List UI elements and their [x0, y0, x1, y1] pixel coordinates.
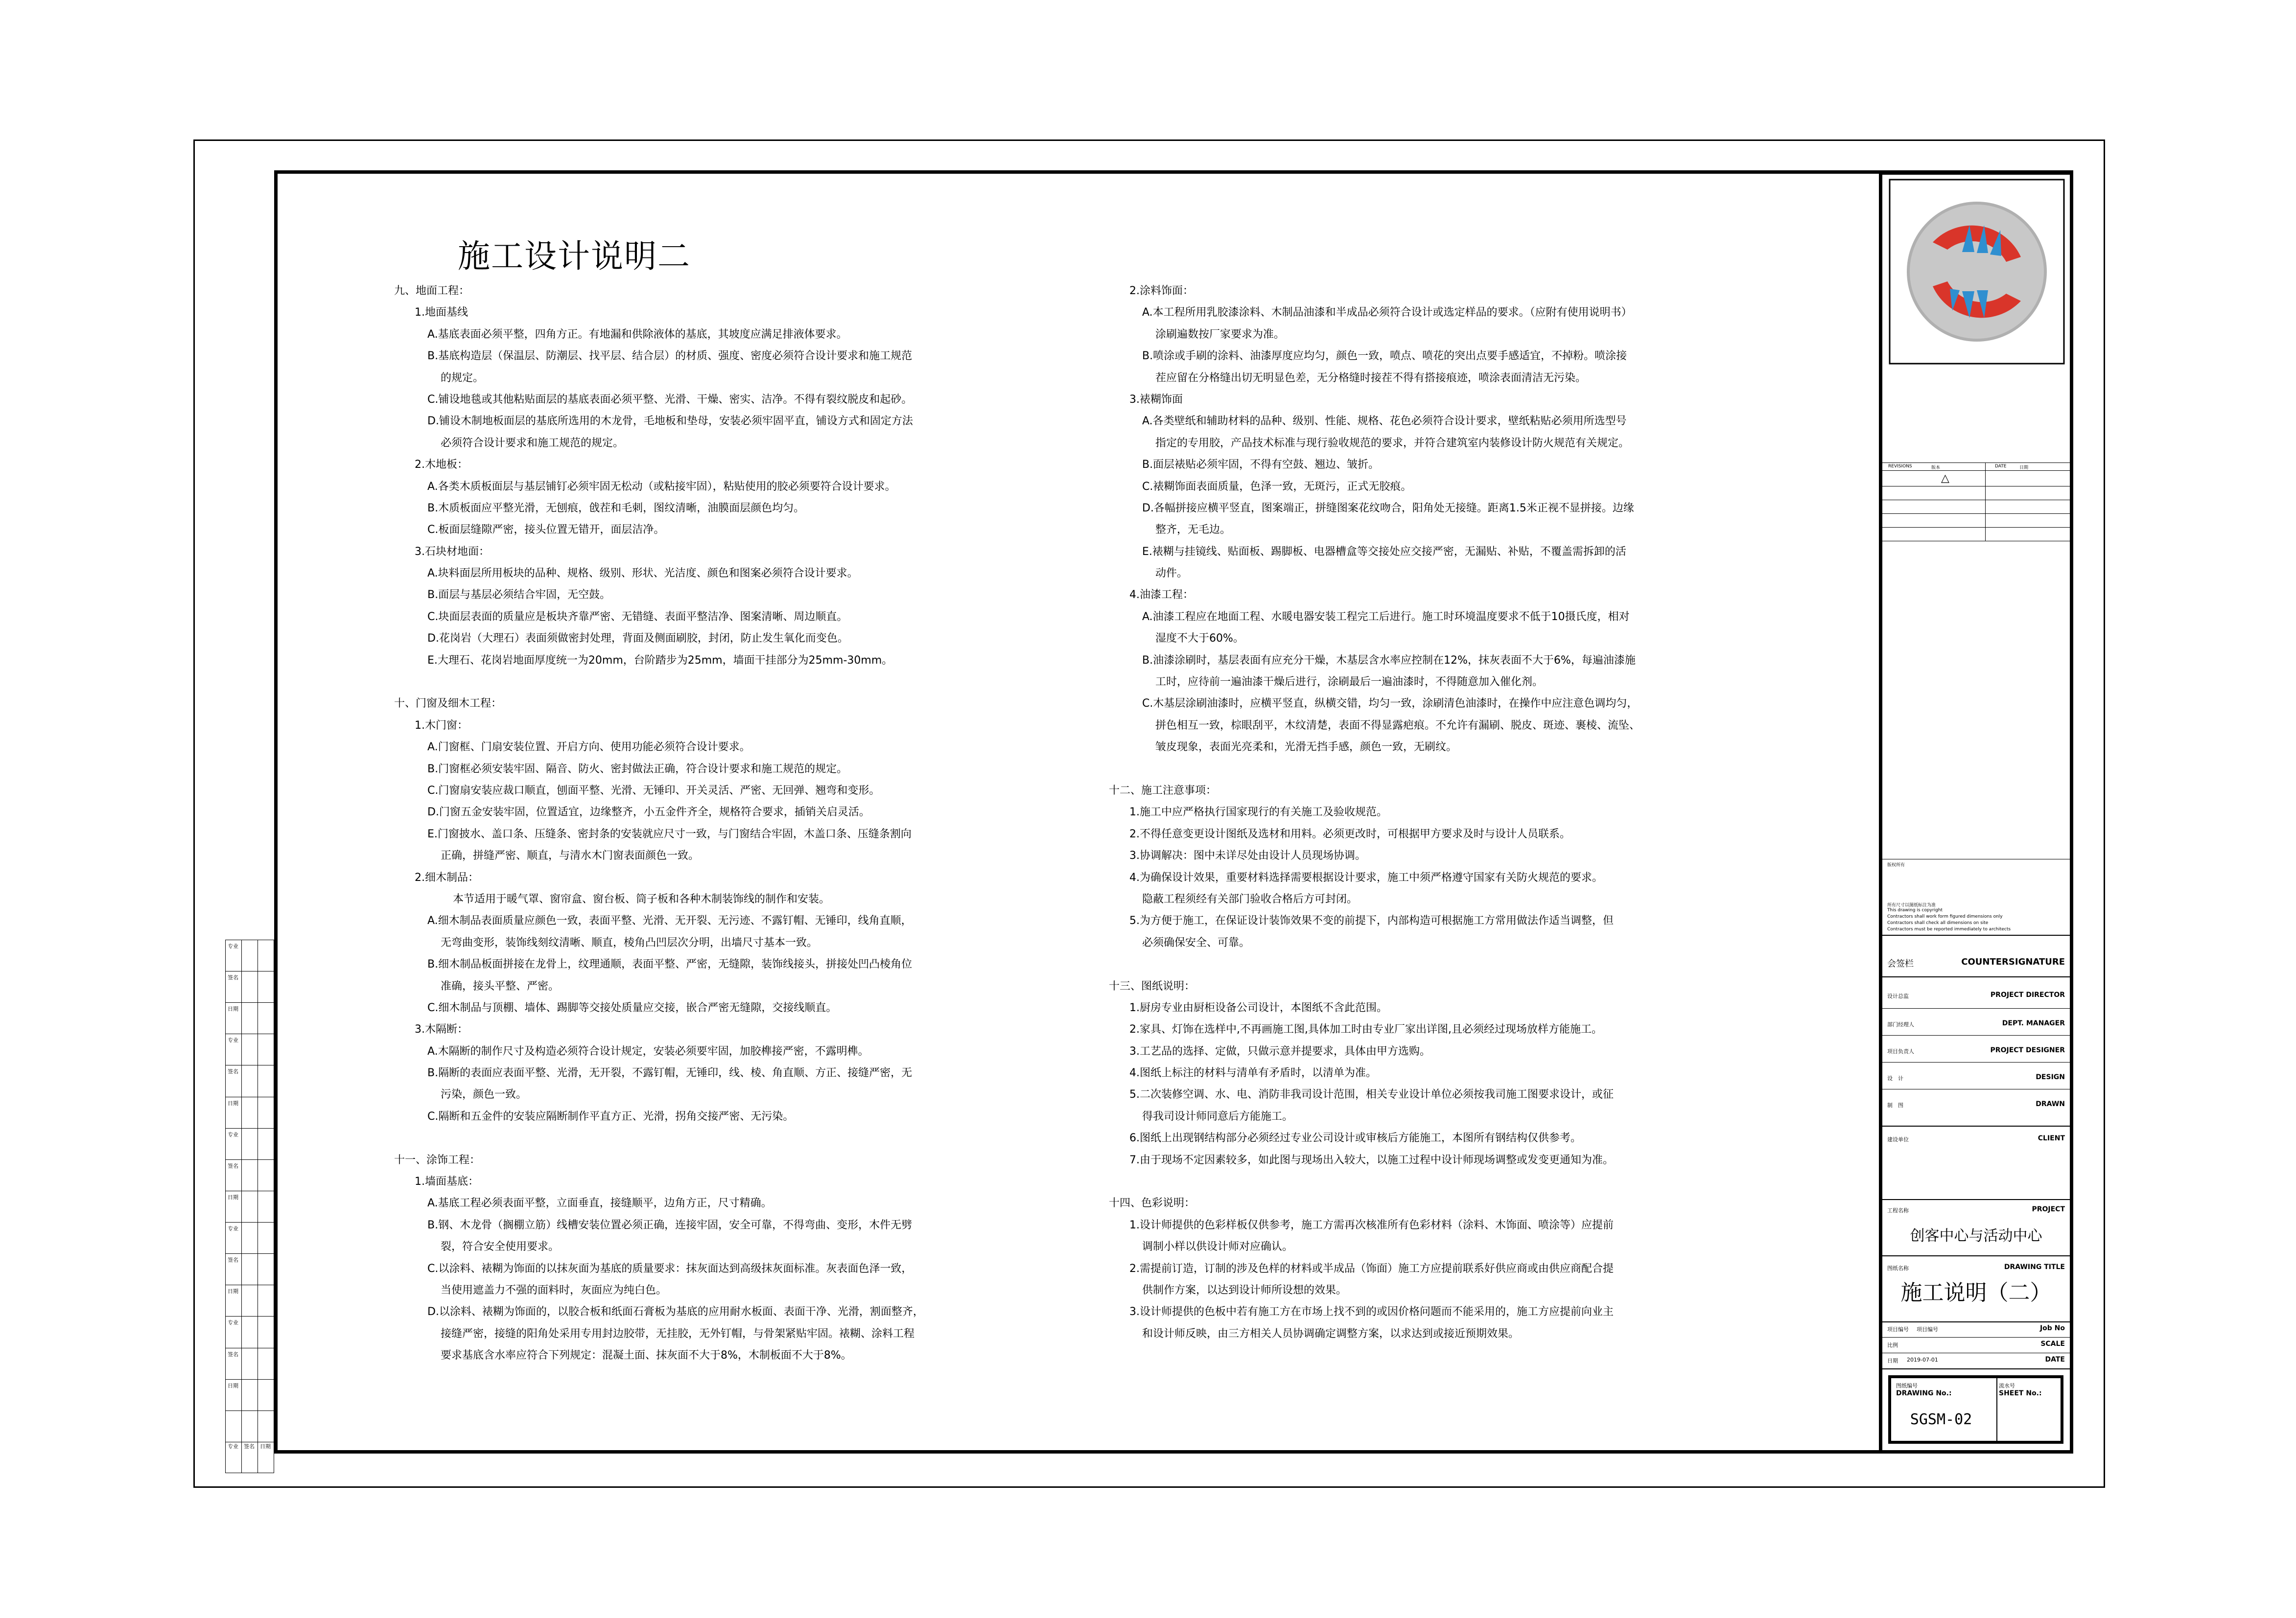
note-line: 十二、施工注意事项： [1109, 784, 1217, 797]
note-line: D.门窗五金安装牢固，位置适宜，边缘整齐，小五金件齐全，规格符合要求，插销关启灵活。 [427, 806, 870, 819]
note-line: 准确，接头平整、严密。 [441, 980, 560, 993]
note-line: B.细木制品板面拼接在龙骨上，纹理通顺，表面平整、严密，无缝隙，装饰线接头，拼接处凹凸棱角位 [427, 958, 913, 971]
note-line: 涂刷遍数按厂家要求为准。 [1155, 328, 1285, 341]
note-line: B.油漆涂刷时，基层表面有应充分干燥，木基层含水率应控制在12%，抹灰表面不大于6%，每遍油漆施 [1142, 654, 1636, 667]
sheet-en-label: SHEET No.: [1999, 1389, 2042, 1397]
note-line: 和设计师反映，由三方相关人员协调确定调整方案，以求达到或接近预期效果。 [1142, 1327, 1520, 1340]
note-line: C.板面层缝隙严密，接头位置无错开，面层洁净。 [427, 524, 665, 536]
note-line: 十一、涂饰工程： [394, 1154, 481, 1166]
strip-footer-label: 签名 [244, 1443, 255, 1450]
strip-label: 专业 [228, 1225, 238, 1232]
note-line: 供制作方案，以达到设计师所设想的效果。 [1142, 1284, 1347, 1296]
note-line: 7.由于现场不定因素较多，如此图与现场出入较大，以施工过程中设计师现场调整或发变更通知为准。 [1129, 1154, 1614, 1166]
date-cn-label: 日期 [1887, 1358, 1898, 1364]
note-line: 2.涂料饰面： [1129, 285, 1194, 297]
role-en-6: CLIENT [2038, 1134, 2065, 1142]
note-line-3: Contractors shall work form figured dimensions only [1887, 914, 2003, 919]
dwg-no-cn-label: 图纸编号 [1896, 1383, 1918, 1389]
note-line: 2.木地板： [415, 459, 468, 471]
project-en-label: PROJECT [2032, 1205, 2065, 1213]
note-line: 2.细木制品： [415, 871, 479, 884]
scale-en-label: SCALE [2040, 1340, 2065, 1348]
note-line-5: Contractors must be reported immediately to architects [1887, 927, 2011, 932]
role-cn-4: 设 计 [1887, 1075, 1903, 1082]
note-line: B.面层裱贴必须牢固，不得有空鼓、翘边、皱折。 [1142, 459, 1380, 471]
note-line: 本节适用于暖气罩、窗帘盒、窗台板、筒子板和各种木制装饰线的制作和安装。 [453, 893, 830, 905]
note-line: 当使用遮盖力不强的面料时，灰面应为纯白色。 [441, 1284, 667, 1296]
note-line: B.隔断的表面应表面平整、光滑，无开裂，不露钉帽，无锤印，线、棱、角直顺、方正、接缝严密，无 [427, 1067, 913, 1080]
note-line: A.本工程所用乳胶漆涂料、木制品油漆和半成品必须符合设计或选定样品的要求。（应附有使用说明书） [1142, 306, 1632, 319]
note-line: A.油漆工程应在地面工程、水暖电器安装工程完工后进行。施工时环境温度要求不低于10摄氏度，相对 [1142, 610, 1630, 623]
note-line-1: 所有尺寸以图纸标注为准 [1887, 903, 1936, 908]
note-line-2: This drawing is copyright [1887, 908, 1943, 913]
note-line: 1.施工中应严格执行国家现行的有关施工及验收规范。 [1129, 806, 1387, 819]
note-line: 要求基底含水率应符合下列规定：混凝土面、抹灰面不大于8%，木制板面不大于8%。 [441, 1349, 852, 1362]
date-value: 2019-07-01 [1907, 1357, 1938, 1363]
note-line: B.面层与基层必须结合牢固，无空鼓。 [427, 589, 611, 601]
note-line: 调制小样以供设计师对应确认。 [1142, 1241, 1293, 1253]
note-line: 指定的专用胶，产品技术标准与现行验收规范的要求，并符合建筑室内装修设计防火规范有关规定。 [1155, 437, 1630, 449]
strip-label: 签名 [228, 1068, 238, 1075]
dwg-title-cn-label: 图纸名称 [1887, 1265, 1909, 1271]
date-en-label: DATE [2045, 1356, 2065, 1364]
note-line: B.喷涂或手刷的涂料、油漆厚度应均匀，颜色一致，喷点、喷花的突出点要手感适宜，不掉粉。喷涂接 [1142, 350, 1627, 363]
role-en-2: DEPT. MANAGER [2002, 1019, 2065, 1027]
note-line: 1.墙面基底： [415, 1176, 479, 1188]
note-line: 5.二次装修空调、水、电、消防非我司设计范围，相关专业设计单位必须按我司施工图要求设计，或征 [1129, 1088, 1614, 1101]
scale-cn-label: 比例 [1887, 1342, 1898, 1348]
strip-label: 专业 [228, 1131, 238, 1138]
note-line: 3.工艺品的选择、定做，只做示意并提要求，具体由甲方选购。 [1129, 1045, 1430, 1058]
note-line: 裂，符合安全使用要求。 [441, 1241, 560, 1253]
note-line: E.裱糊与挂镜线、贴面板、踢脚板、电器槽盒等交接处应交接严密，无漏贴、补贴，不覆盖需拆卸的活 [1142, 545, 1626, 558]
note-line: 2.家具、灯饰在选样中,不再画施工图,具体加工时由专业厂家出详图,且必须经过现场放样方能施工。 [1129, 1023, 1602, 1036]
note-line: 十三、图纸说明： [1109, 980, 1195, 993]
strip-label: 签名 [228, 1162, 238, 1169]
strip-label: 签名 [228, 1257, 238, 1264]
role-en-4: DESIGN [2036, 1073, 2065, 1081]
note-line: E.门窗披水、盖口条、压缝条、密封条的安装就应尺寸一致，与门窗结合牢固，木盖口条、压缝条割向 [427, 828, 912, 840]
note-line: 的规定。 [441, 371, 484, 384]
role-cn-6: 建设单位 [1887, 1136, 1909, 1143]
note-line: 湿度不大于60%。 [1155, 632, 1244, 645]
note-line: D.各幅拼接应横平竖直，图案端正，拼缝图案花纹吻合，阳角处无接缝。距离1.5米正视不显拼接。边缘 [1142, 502, 1634, 514]
rev-version-label: 版本 [1931, 465, 1941, 470]
note-line [394, 1128, 1045, 1149]
note-line: 4.图纸上标注的材料与清单有矛盾时，以清单为准。 [1129, 1067, 1377, 1080]
note-line: D.铺设木制地板面层的基底所选用的木龙骨，毛地板和垫母，安装必须牢固平直，铺设方式和固定方法 [427, 415, 913, 428]
drawing-number: SGSM-02 [1910, 1411, 1972, 1428]
note-line: 3.设计师提供的色板中若有施工方在市场上找不到的或因价格问题而不能采用的，施工方应提前向业主 [1129, 1306, 1614, 1318]
note-line: E.大理石、花岗岩地面厚度统一为20mm，台阶踏步为25mm，墙面干挂部分为25mm-30mm。 [427, 654, 893, 667]
note-line: 6.图纸上出现钢结构部分必须经过专业公司设计或审核后方能施工，本图所有钢结构仅供参考。 [1129, 1132, 1581, 1145]
side-revision-strip [225, 940, 274, 1473]
note-line: A.各类壁纸和辅助材料的品种、级别、性能、规格、花色必须符合设计要求，壁纸粘贴必须用所选型号 [1142, 415, 1627, 428]
note-line [1109, 1171, 1775, 1193]
note-line: 接缝严密，接缝的阳角处采用专用封边胶带，无挂胶，无外钉帽，与骨架紧贴牢固。裱糊、涂料工程 [441, 1327, 915, 1340]
note-line: 十四、色彩说明： [1109, 1197, 1195, 1210]
company-logo [1889, 179, 2065, 365]
note-line: B.门窗框必须安装牢固、隔音、防火、密封做法正确，符合设计要求和施工规范的规定。 [427, 763, 848, 775]
note-line: 得我司设计师同意后方能施工。 [1142, 1110, 1293, 1123]
note-line: 2.需提前订造，订制的涉及色样的材料或半成品（饰面）施工方应提前联系好供应商或由供应商配合提 [1129, 1262, 1614, 1275]
rev-date-cn-label: 日期 [2019, 465, 2029, 470]
project-name: 创客中心与活动中心 [1910, 1227, 2042, 1245]
sheet-cn-label: 流水号 [1999, 1383, 2015, 1389]
dwg-no-en-label: DRAWING No.: [1896, 1389, 1952, 1397]
role-cn-2: 部门经理人 [1887, 1021, 1914, 1028]
note-line [1109, 954, 1775, 975]
note-line: 正确，拼缝严密、顺直，与清水木门窗表面颜色一致。 [441, 850, 700, 862]
note-line [1109, 759, 1775, 780]
note-line: C.细木制品与顶棚、墙体、踢脚等交接处质量应交接，嵌合严密无缝隙，交接线顺直。 [427, 1001, 837, 1014]
note-line: C.门窗扇安装应裁口顺直，刨面平整、光滑、无锤印、开关灵活、严密、无回弹、翘弯和变形。 [427, 784, 880, 797]
note-line: C.块面层表面的质量应是板块齐靠严密、无错缝、表面平整洁净、图案清晰、周边顺直。 [427, 610, 848, 623]
note-line: 3.协调解决：图中未详尽处由设计人员现场协调。 [1129, 850, 1366, 862]
rev-date-en-label: DATE [1995, 464, 2007, 469]
countersign-cn: 会签栏 [1887, 959, 1914, 969]
note-line: 拼色相互一致，棕眼刮平，木纹清楚，表面不得显露疤痕。不允许有漏刷、脱皮、斑迹、裹棱、流坠、 [1155, 719, 1640, 732]
note-line: 皱皮现象，表面光亮柔和，光滑无挡手感，颜色一致，无刷纹。 [1155, 741, 1457, 754]
notes-left-column [394, 280, 1045, 1367]
note-line: A.门窗框、门扇安装位置、开启方向、使用功能必须符合设计要求。 [427, 741, 750, 754]
note-line: 十、门窗及细木工程： [394, 697, 502, 710]
note-line: B.钢、木龙骨（搁棚立筋）线槽安装位置必须正确，连接牢固，安全可靠，不得弯曲、变形，木件无劈 [427, 1219, 913, 1231]
project-cn-label: 工程名称 [1887, 1207, 1909, 1214]
strip-label: 日期 [228, 1288, 238, 1295]
note-line: C.隔断和五金件的安装应隔断制作平直方正、光滑，拐角交接严密、无污染。 [427, 1110, 794, 1123]
strip-label: 日期 [228, 1100, 238, 1107]
note-line: 1.木门窗： [415, 719, 468, 732]
note-line: 1.设计师提供的色彩样板仅供参考，施工方需再次核准所有色彩材料（涂料、木饰面、喷涂等）应提前 [1129, 1219, 1614, 1231]
job-en-label: Job No [2039, 1324, 2065, 1332]
strip-label: 签名 [228, 1351, 238, 1358]
note-line: 茬应留在分格缝出切无明显色差，无分格缝时接茬不得有搭接痕迹，喷涂表面清洁无污染。 [1155, 371, 1587, 384]
note-line: A.基底表面必须平整，四角方正。有地漏和供除液体的基底，其坡度应满足排液体要求。 [427, 328, 847, 341]
page-title: 施工设计说明二 [458, 237, 691, 275]
strip-label: 专业 [228, 1319, 238, 1326]
copyright-label: 版权所有 [1887, 863, 1905, 868]
drawing-title: 施工说明（二） [1900, 1280, 2052, 1305]
note-line: 九、地面工程： [394, 285, 470, 297]
role-cn-1: 设计总监 [1887, 993, 1909, 999]
note-line: 动件。 [1155, 567, 1188, 580]
note-line: 3.裱糊饰面 [1129, 393, 1183, 406]
role-en-5: DRAWN [2036, 1100, 2065, 1108]
strip-label: 签名 [228, 974, 238, 981]
note-line: 1.地面基线 [415, 306, 468, 319]
note-line [394, 671, 1045, 693]
note-line-4: Contractors shall check all dimensions on site [1887, 921, 1989, 925]
note-line: 3.石块材地面： [415, 545, 490, 558]
strip-footer-label: 日期 [260, 1443, 271, 1450]
note-line: 污染，颜色一致。 [441, 1088, 527, 1101]
strip-label: 日期 [228, 1194, 238, 1201]
rev-header-label: REVISIONS [1888, 464, 1912, 469]
note-line: 4.为确保设计效果，重要材料选择需要根据设计要求，施工中须严格遵守国家有关防火规范的要求。 [1129, 871, 1603, 884]
note-line: A.木隔断的制作尺寸及构造必须符合设计规定，安装必须要牢固，加胶榫接严密，不露明榫。 [427, 1045, 869, 1058]
note-line: 整齐，无毛边。 [1155, 524, 1231, 536]
note-line: A.块料面层所用板块的品种、规格、级别、形状、光洁度、颜色和图案必须符合设计要求。 [427, 567, 858, 580]
dwg-title-en-label: DRAWING TITLE [2004, 1263, 2065, 1271]
job-cn-label: 项目编号 [1887, 1326, 1909, 1333]
strip-label: 专业 [228, 943, 238, 949]
title-block [1882, 174, 2070, 1450]
note-line: C.裱糊饰面表面质量，色泽一致，无斑污，正式无胶痕。 [1142, 480, 1412, 493]
note-line: B.基底构造层（保温层、防潮层、找平层、结合层）的材质、强度、密度必须符合设计要求和施工规范 [427, 350, 913, 363]
revision-triangle-icon: △ [1941, 472, 1949, 485]
note-line: A.基底工程必须表面平整，立面垂直，接缝顺平，边角方正，尺寸精确。 [427, 1197, 772, 1210]
strip-footer-label: 专业 [228, 1443, 238, 1450]
note-line: 3.木隔断： [415, 1023, 468, 1036]
note-line: 1.厨房专业由厨柜设备公司设计，本图纸不含此范围。 [1129, 1001, 1387, 1014]
countersign-en: COUNTERSIGNATURE [1961, 957, 2065, 967]
role-cn-3: 项目负责人 [1887, 1048, 1914, 1055]
strip-label: 专业 [228, 1037, 238, 1044]
note-line: 无弯曲变形，装饰线刻纹清晰、顺直，棱角凸凹层次分明，出墙尺寸基本一致。 [441, 936, 818, 949]
role-en-1: PROJECT DIRECTOR [1990, 991, 2065, 999]
note-line: D.花岗岩（大理石）表面须做密封处理，背面及侧面刷胶，封闭，防止发生氧化而变色。 [427, 632, 848, 645]
note-line: B.木质板面应平整光滑，无刨痕，戗茬和毛刺，图纹清晰，油膜面层颜色均匀。 [427, 502, 805, 514]
title-block-divider [1879, 170, 1882, 1454]
note-line: 隐蔽工程须经有关部门验收合格后方可封闭。 [1142, 893, 1358, 905]
note-line: C.以涂料、裱糊为饰面的以抹灰面为基底的质量要求：抹灰面达到高级抹灰面标准。灰表面色泽一致， [427, 1262, 913, 1275]
note-line: D.以涂料、裱糊为饰面的，以胶合板和纸面石膏板为基底的应用耐水板面、表面干净、光滑，割面整齐， [427, 1306, 924, 1318]
note-line: 4.油漆工程： [1129, 589, 1194, 601]
note-line: 2.不得任意变更设计图纸及选材和用料。必须更改时，可根据甲方要求及时与设计人员联系。 [1129, 828, 1570, 840]
note-line: A.细木制品表面质量应颜色一致，表面平整、光滑、无开裂、无污迹、不露钉帽、无锤印，线角直顺， [427, 915, 912, 927]
strip-label: 日期 [228, 1382, 238, 1389]
note-line: 必须确保安全、可靠。 [1142, 936, 1250, 949]
note-line: C.木基层涂刷油漆时，应横平竖直，纵横交错，均匀一致，涂刷清色油漆时，在操作中应注意色调均匀， [1142, 697, 1638, 710]
notes-right-column [1109, 280, 1775, 1345]
strip-label: 日期 [228, 1006, 238, 1013]
note-line: C.铺设地毯或其他粘贴面层的基底表面必须平整、光滑、干燥、密实、洁净。不得有裂纹脱皮和起砂。 [427, 393, 913, 406]
note-line: 5.为方便于施工，在保证设计装饰效果不变的前提下，内部构造可根据施工方常用做法作适当调整，但 [1129, 915, 1614, 927]
job-value: 项目编号 [1917, 1326, 1938, 1333]
note-line: A.各类木质板面层与基层铺钉必须牢固无松动（或粘接牢固），粘贴使用的胶必须要符合设计要求。 [427, 480, 896, 493]
note-line: 必须符合设计要求和施工规范的规定。 [441, 437, 624, 449]
role-en-3: PROJECT DESIGNER [1990, 1046, 2065, 1054]
role-cn-5: 制 图 [1887, 1102, 1903, 1109]
note-line: 工时，应待前一遍油漆干燥后进行，涂刷最后一遍油漆时，不得随意加入催化剂。 [1155, 676, 1544, 689]
